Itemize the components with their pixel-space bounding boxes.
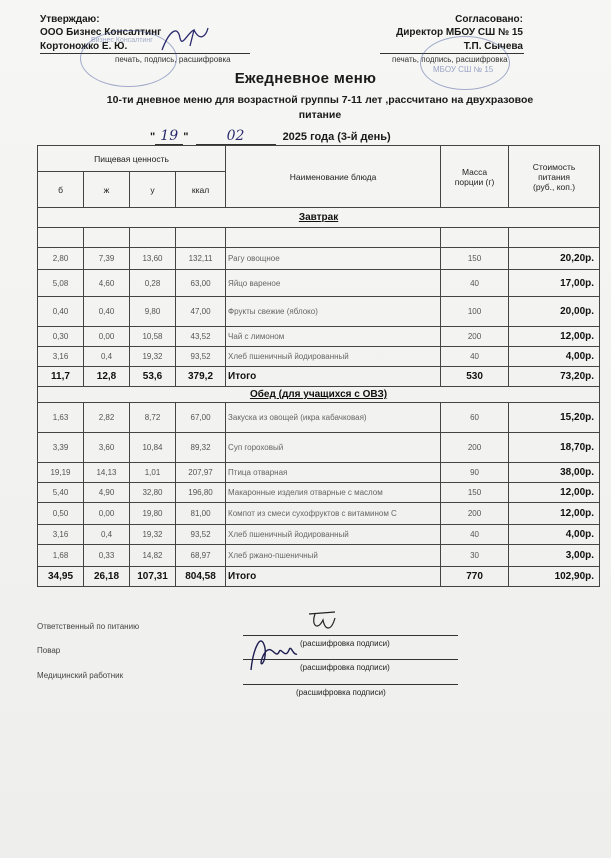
total-protein-cell: 34,95 xyxy=(38,567,84,587)
total-mass-cell: 530 xyxy=(441,367,509,387)
mass-header xyxy=(441,146,509,208)
kcal-cell: 93,52 xyxy=(176,525,226,545)
price-cell: 3,00р. xyxy=(509,545,600,567)
table-row xyxy=(38,545,600,567)
carb-cell: 13,60 xyxy=(130,248,176,270)
subtitle-line-2: питание xyxy=(298,109,342,121)
mass-cell: 200 xyxy=(441,433,509,463)
price-cell: 18,70р. xyxy=(509,433,600,463)
date-day: 19 xyxy=(155,128,183,145)
mass-cell: 60 xyxy=(441,403,509,433)
protein-cell: 1,63 xyxy=(38,403,84,433)
table-row xyxy=(38,347,600,367)
date-quote-open: " xyxy=(150,131,156,143)
kcal-cell: 196,80 xyxy=(176,483,226,503)
dish-name-cell: Хлеб пшеничный йодированный xyxy=(226,347,441,367)
approve-signature xyxy=(160,24,210,59)
total-price-cell: 102,90р. xyxy=(509,567,600,587)
fat-cell: 0,00 xyxy=(84,327,130,347)
signature-scribble-icon xyxy=(160,24,210,54)
total-row xyxy=(38,567,600,587)
resp-signature xyxy=(305,610,345,643)
kcal-cell: 67,00 xyxy=(176,403,226,433)
cost-header-line-2: питания xyxy=(538,171,570,182)
mass-cell: 30 xyxy=(441,545,509,567)
carb-cell: 19,80 xyxy=(130,503,176,525)
mass-cell: 40 xyxy=(441,347,509,367)
fat-cell: 7,39 xyxy=(84,248,130,270)
fat-cell: 2,82 xyxy=(84,403,130,433)
table-row xyxy=(38,248,600,270)
fat-cell: 3,60 xyxy=(84,433,130,463)
carb-cell: 32,80 xyxy=(130,483,176,503)
date-month: 02 xyxy=(196,128,276,145)
carb-cell: 0,28 xyxy=(130,270,176,297)
page-subtitle xyxy=(40,93,600,123)
breakfast-section-row xyxy=(38,208,600,228)
table-row xyxy=(38,270,600,297)
table-row xyxy=(38,503,600,525)
page-title: Ежедневное меню xyxy=(234,70,377,87)
menu-date xyxy=(150,128,391,145)
agree-sign-note: печать, подпись, расшифровка xyxy=(392,55,508,64)
dish-name-cell: Хлеб пшеничный йодированный xyxy=(226,525,441,545)
dish-name-cell: Чай с лимоном xyxy=(226,327,441,347)
total-kcal-cell: 804,58 xyxy=(176,567,226,587)
price-cell: 20,00р. xyxy=(509,297,600,327)
mass-cell: 90 xyxy=(441,463,509,483)
cook-signature xyxy=(245,620,305,685)
price-cell: 17,00р. xyxy=(509,270,600,297)
kcal-cell: 68,97 xyxy=(176,545,226,567)
table-row xyxy=(38,525,600,545)
fat-cell: 0,4 xyxy=(84,347,130,367)
kcal-cell: 47,00 xyxy=(176,297,226,327)
table-row xyxy=(38,433,600,463)
agree-org: Директор МБОУ СШ № 15 xyxy=(396,27,523,38)
dish-name-cell: Закуска из овощей (икра кабачковая) xyxy=(226,403,441,433)
kcal-cell: 43,52 xyxy=(176,327,226,347)
carb-cell: 19,32 xyxy=(130,347,176,367)
kcal-cell: 81,00 xyxy=(176,503,226,525)
table-row xyxy=(38,327,600,347)
dish-name-cell: Хлеб ржано-пшеничный xyxy=(226,545,441,567)
dish-name-cell: Яйцо вареное xyxy=(226,270,441,297)
total-protein-cell: 11,7 xyxy=(38,367,84,387)
agree-person: Т.П. Сычева xyxy=(463,41,523,52)
nutrition-header: Пищевая ценность xyxy=(38,146,226,172)
carb-cell: 19,32 xyxy=(130,525,176,545)
price-cell: 4,00р. xyxy=(509,347,600,367)
protein-cell: 3,39 xyxy=(38,433,84,463)
table-header-row-1 xyxy=(38,146,600,172)
fat-cell: 0,4 xyxy=(84,525,130,545)
left-stamp-text: Бизнес Консалтинг xyxy=(91,37,153,44)
mass-cell: 200 xyxy=(441,327,509,347)
total-carb-cell: 53,6 xyxy=(130,367,176,387)
carb-cell: 8,72 xyxy=(130,403,176,433)
carb-cell: 9,80 xyxy=(130,297,176,327)
fat-cell: 0,40 xyxy=(84,297,130,327)
total-mass-cell: 770 xyxy=(441,567,509,587)
approve-sign-note: печать, подпись, расшифровка xyxy=(115,55,231,64)
med-label: Медицинский работник xyxy=(37,671,124,680)
mass-cell: 40 xyxy=(441,270,509,297)
agree-title: Согласовано: xyxy=(455,14,523,25)
protein-cell: 1,68 xyxy=(38,545,84,567)
cook-label: Повар xyxy=(37,646,61,655)
carb-cell: 1,01 xyxy=(130,463,176,483)
price-cell: 15,20р. xyxy=(509,403,600,433)
protein-cell: 3,16 xyxy=(38,525,84,545)
subtitle-line-1: 10-ти дневное меню для возрастной группы 7-11 лет ,рассчитано на двухразовое xyxy=(106,94,534,106)
total-fat-cell: 12,8 xyxy=(84,367,130,387)
carb-cell: 10,84 xyxy=(130,433,176,463)
carb-header: у xyxy=(130,172,176,208)
protein-cell: 3,16 xyxy=(38,347,84,367)
dish-name-cell: Фрукты свежие (яблоко) xyxy=(226,297,441,327)
total-kcal-cell: 379,2 xyxy=(176,367,226,387)
date-quote-close: " xyxy=(183,131,189,143)
kcal-cell: 63,00 xyxy=(176,270,226,297)
approve-org: ООО Бизнес Консалтинг xyxy=(40,27,162,38)
dish-name-cell: Рагу овощное xyxy=(226,248,441,270)
protein-cell: 2,80 xyxy=(38,248,84,270)
total-row xyxy=(38,367,600,387)
kcal-cell: 207,97 xyxy=(176,463,226,483)
dish-name-cell: Макаронные изделия отварные с маслом xyxy=(226,483,441,503)
protein-cell: 0,50 xyxy=(38,503,84,525)
mass-cell: 150 xyxy=(441,483,509,503)
mass-cell: 40 xyxy=(441,525,509,545)
kcal-cell: 132,11 xyxy=(176,248,226,270)
cook-note: (расшифровка подписи) xyxy=(300,663,390,672)
signature-scribble-icon xyxy=(305,610,345,638)
cost-header xyxy=(509,146,600,208)
carb-cell: 10,58 xyxy=(130,327,176,347)
mass-cell: 200 xyxy=(441,503,509,525)
menu-table xyxy=(37,145,600,587)
dish-name-cell: Суп гороховый xyxy=(226,433,441,463)
fat-cell: 4,60 xyxy=(84,270,130,297)
protein-cell: 5,08 xyxy=(38,270,84,297)
cost-header-line-1: Стоимость xyxy=(532,161,576,172)
protein-cell: 19,19 xyxy=(38,463,84,483)
blank-row xyxy=(38,228,600,248)
lunch-section-row xyxy=(38,387,600,403)
carb-cell: 14,82 xyxy=(130,545,176,567)
protein-header: б xyxy=(38,172,84,208)
table-row xyxy=(38,483,600,503)
table-row xyxy=(38,463,600,483)
mass-header-line-1: Масса xyxy=(461,166,488,177)
table-row xyxy=(38,403,600,433)
fat-cell: 14,13 xyxy=(84,463,130,483)
dish-name-cell: Компот из смеси сухофруктов с витамином С xyxy=(226,503,441,525)
dish-name-header: Наименование блюда xyxy=(226,146,441,208)
price-cell: 12,00р. xyxy=(509,483,600,503)
price-cell: 12,00р. xyxy=(509,327,600,347)
price-cell: 20,20р. xyxy=(509,248,600,270)
right-stamp-text: МБОУ СШ № 15 xyxy=(433,65,494,74)
resp-note: (расшифровка подписи) xyxy=(300,639,390,648)
fat-header: ж xyxy=(84,172,130,208)
protein-cell: 0,40 xyxy=(38,297,84,327)
fat-cell: 4,90 xyxy=(84,483,130,503)
total-label-cell: Итого xyxy=(226,567,441,587)
mass-header-line-2: порции (г) xyxy=(454,176,495,187)
cost-header-line-3: (руб., коп.) xyxy=(532,181,576,192)
dish-name-cell: Птица отварная xyxy=(226,463,441,483)
fat-cell: 0,33 xyxy=(84,545,130,567)
breakfast-title: Завтрак xyxy=(38,208,600,228)
table-row xyxy=(38,297,600,327)
total-carb-cell: 107,31 xyxy=(130,567,176,587)
price-cell: 38,00р. xyxy=(509,463,600,483)
date-rest: 2025 года (3-й день) xyxy=(282,131,391,143)
total-label-cell: Итого xyxy=(226,367,441,387)
protein-cell: 0,30 xyxy=(38,327,84,347)
fat-cell: 0,00 xyxy=(84,503,130,525)
med-note: (расшифровка подписи) xyxy=(296,688,386,697)
resp-label: Ответственный по питанию xyxy=(37,622,140,631)
price-cell: 4,00р. xyxy=(509,525,600,545)
kcal-header: ккал xyxy=(176,172,226,208)
total-price-cell: 73,20р. xyxy=(509,367,600,387)
kcal-cell: 89,32 xyxy=(176,433,226,463)
approve-person: Кортоножко Е. Ю. xyxy=(40,41,128,52)
price-cell: 12,00р. xyxy=(509,503,600,525)
kcal-cell: 93,52 xyxy=(176,347,226,367)
mass-cell: 100 xyxy=(441,297,509,327)
total-fat-cell: 26,18 xyxy=(84,567,130,587)
protein-cell: 5,40 xyxy=(38,483,84,503)
approve-title: Утверждаю: xyxy=(40,14,100,25)
mass-cell: 150 xyxy=(441,248,509,270)
signature-scribble-icon xyxy=(245,620,305,680)
lunch-title: Обед (для учащихся с ОВЗ) xyxy=(38,387,600,403)
